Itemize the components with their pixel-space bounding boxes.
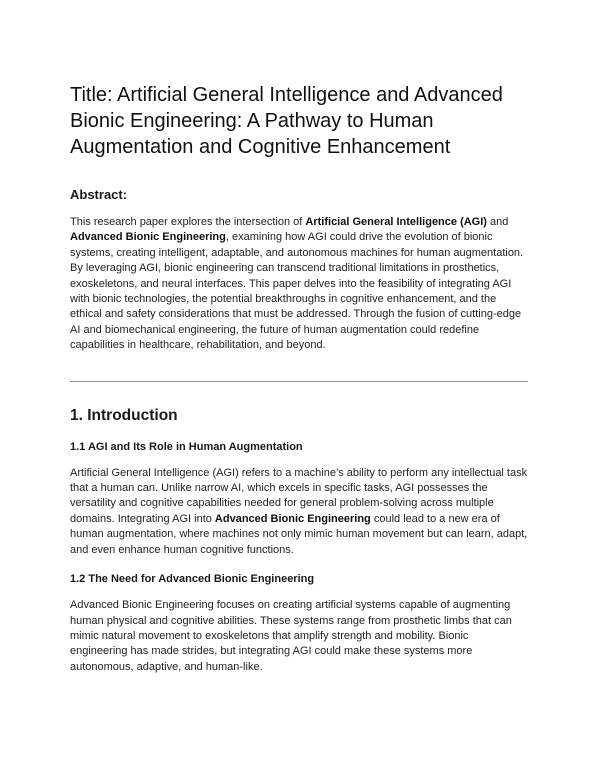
abstract-text-3: , examining how AGI could drive the evolution of bionic systems, creating intelligent, adaptable, and autonomous machines for human augmentation. By leveraging AGI, bionic engineering can transcend traditional limitations in prosthetics, exoskeletons, and neural interfaces. This paper delves into the feasibility of integrating AGI with bionic technologies, the potential breakthroughs in cognitive enhancement, and the ethical and safety considerations that must be addressed. Through the fusion of cutting-edge AI and biomechanical engineering, the future of human augmentation could redefine capabilities in healthcare, rehabilitation, and beyond.: [70, 231, 524, 352]
abstract-bold-agi: Artificial General Intelligence (AGI): [305, 216, 487, 228]
abstract-text-1: This research paper explores the intersection of: [70, 216, 306, 228]
s1-text-2: could lead to a new era of human augmentation, where machines not only mimic human movement but can learn, adapt, and even enhance human cognitive functions.: [70, 512, 528, 556]
abstract-bold-bionic: Advanced Bionic Engineering: [70, 231, 226, 244]
abstract-text-2: and: [486, 216, 509, 228]
s1-bold-bionic: Advanced Bionic Engineering: [214, 512, 371, 525]
introduction-heading: 1. Introduction: [70, 406, 178, 424]
section-divider: [70, 381, 528, 382]
subsection-1-2-heading: 1.2 The Need for Advanced Bionic Engineering: [70, 573, 315, 586]
abstract-heading: Abstract:: [70, 187, 128, 202]
subsection-1-1-paragraph: [70, 466, 528, 558]
s1-text-1: Artificial General Intelligence (AGI) refers to a machine’s ability to perform any intellectual task that a human can. Unlike narrow AI, which excels in specific tasks, AGI possesses the versatility and cognitive capabilities needed for general problem-solving across multiple domains. Integrating AGI into: [70, 466, 528, 525]
paper-title: Title: Artificial General Intelligence and Advanced Bionic Engineering: A Pathway to Human Augmentation and Cognitive Enhancement: [70, 84, 503, 158]
subsection-1-1-heading: 1.1 AGI and Its Role in Human Augmentation: [70, 440, 303, 453]
abstract-paragraph: [70, 215, 528, 354]
subsection-1-2-paragraph: Advanced Bionic Engineering focuses on creating artificial systems capable of augmenting human physical and cognitive abilities. These systems range from prosthetic limbs that can mimic natural movement to exoskeletons that amplify strength and mobility. Bionic engineering has made strides, but integrating AGI could make these systems more autonomous, adaptive, and human-like.: [70, 599, 512, 673]
